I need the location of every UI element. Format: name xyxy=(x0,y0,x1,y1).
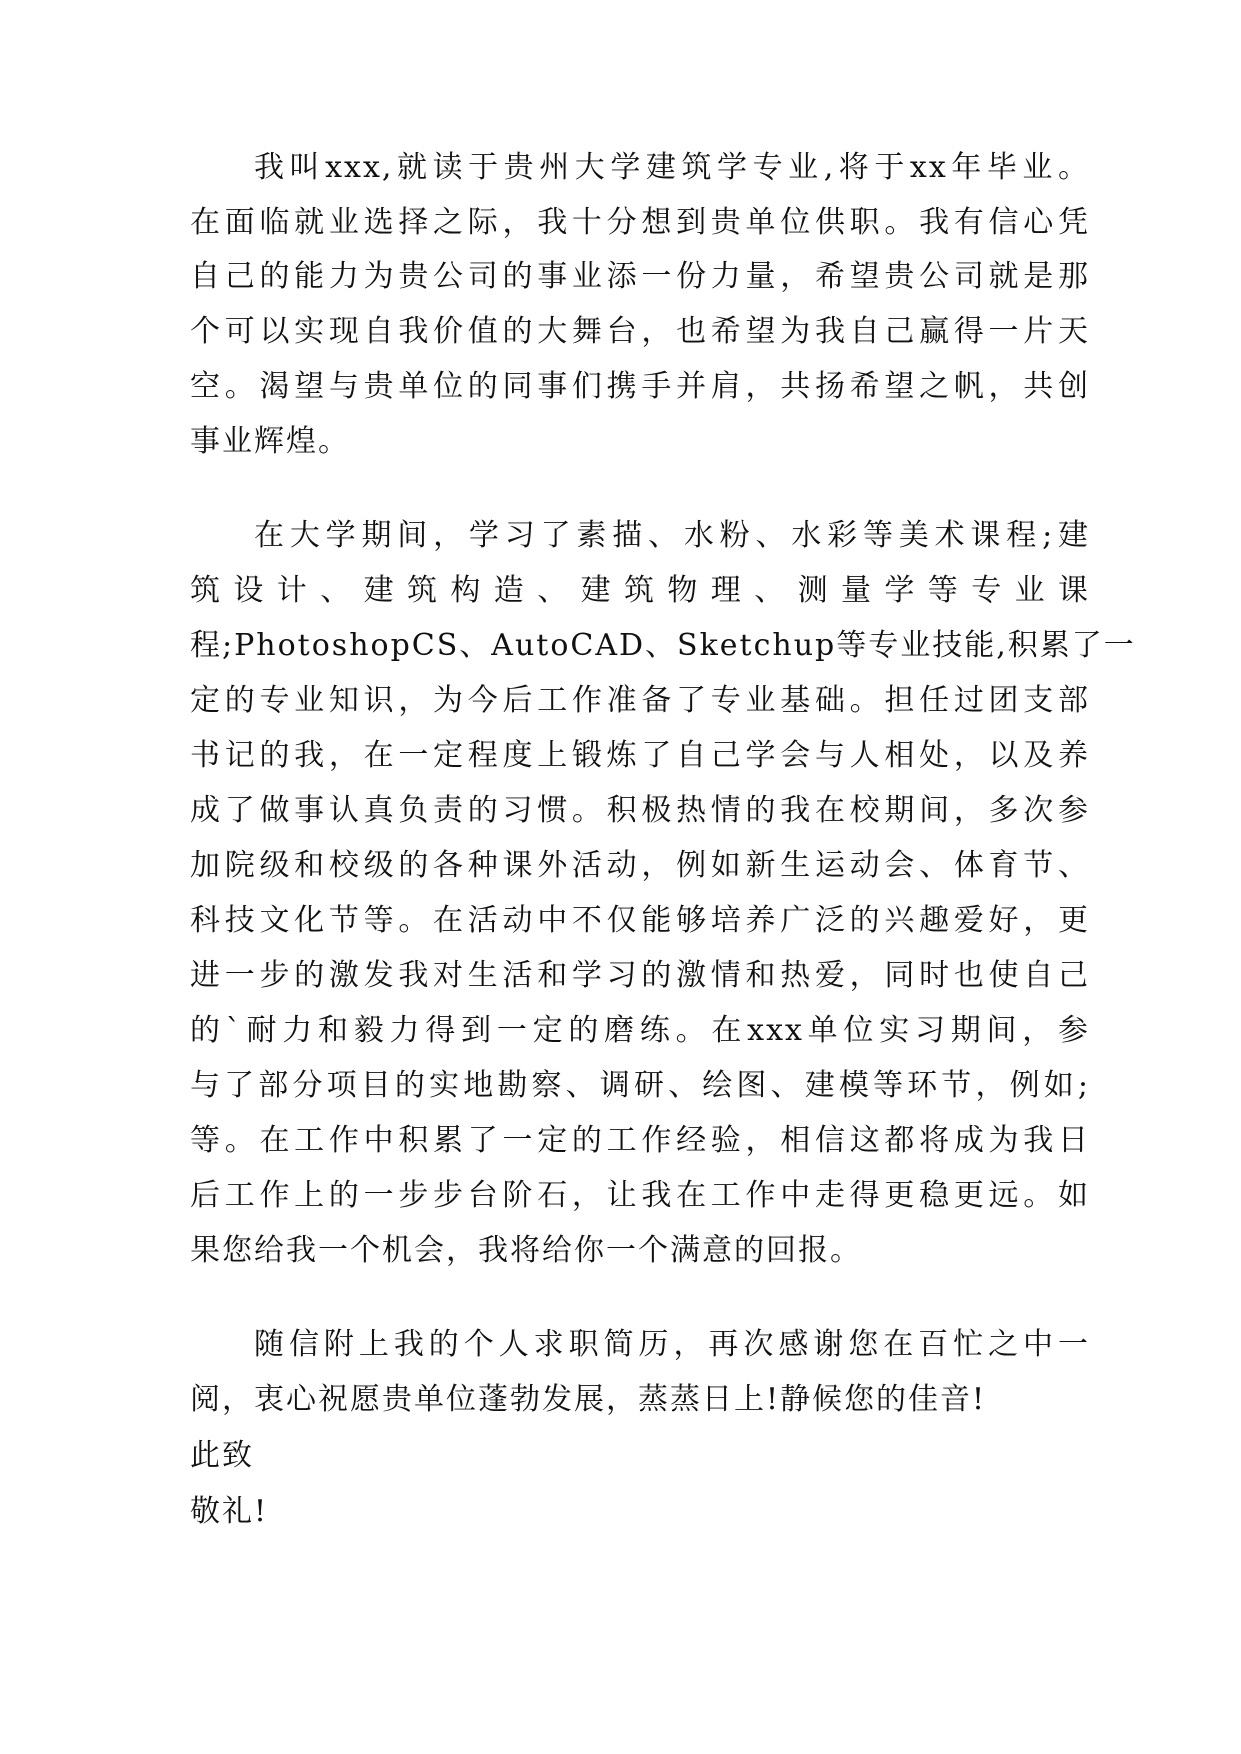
closing-line-1: 此致 xyxy=(190,1438,254,1473)
paragraph-2-line-11: 与了部分项目的实地勘察、调研、绘图、建模等环节，例如; xyxy=(190,1068,1090,1103)
paragraph-2-line-1: 在大学期间，学习了素描、水粉、水彩等美术课程;建 xyxy=(254,518,1090,553)
paragraph-1-line-4: 个可以实现自我价值的大舞台，也希望为我自己赢得一片天 xyxy=(190,314,1090,349)
paragraph-2-line-7: 加院级和校级的各种课外活动，例如新生运动会、体育节、 xyxy=(190,848,1090,883)
paragraph-2-line-4: 定的专业知识，为今后工作准备了专业基础。担任过团支部 xyxy=(190,683,1090,718)
paragraph-1-line-5: 空。渴望与贵单位的同事们携手并肩，共扬希望之帆，共创 xyxy=(190,369,1090,404)
paragraph-1-line-2: 在面临就业选择之际，我十分想到贵单位供职。我有信心凭 xyxy=(190,205,1090,240)
paragraph-2-line-5: 书记的我，在一定程度上锻炼了自己学会与人相处，以及养 xyxy=(190,738,1090,773)
paragraph-2-line-6: 成了做事认真负责的习惯。积极热情的我在校期间，多次参 xyxy=(190,793,1090,828)
paragraph-2-line-3: 程;PhotoshopCS、AutoCAD、Sketchup等专业技能,积累了一 xyxy=(190,628,1136,663)
paragraph-1-line-3: 自己的能力为贵公司的事业添一份力量，希望贵公司就是那 xyxy=(190,259,1090,294)
paragraph-2-line-13: 后工作上的一步步台阶石，让我在工作中走得更稳更远。如 xyxy=(190,1178,1090,1213)
paragraph-3-line-2: 阅，衷心祝愿贵单位蓬勃发展，蒸蒸日上!静候您的佳音! xyxy=(190,1382,987,1417)
paragraph-2-line-2: 筑设计、建筑构造、建筑物理、测量学等专业课 xyxy=(190,573,1090,608)
paragraph-2-line-10: 的`耐力和毅力得到一定的磨练。在xxx单位实习期间，参 xyxy=(190,1013,1090,1048)
paragraph-1-line-1: 我叫xxx,就读于贵州大学建筑学专业,将于xx年毕业。 xyxy=(254,150,1090,185)
paragraph-2-line-8: 科技文化节等。在活动中不仅能够培养广泛的兴趣爱好，更 xyxy=(190,903,1090,938)
closing-line-2: 敬礼! xyxy=(190,1494,269,1529)
paragraph-2-line-12: 等。在工作中积累了一定的工作经验，相信这都将成为我日 xyxy=(190,1123,1090,1158)
paragraph-2-line-9: 进一步的激发我对生活和学习的激情和热爱，同时也使自己 xyxy=(190,958,1090,993)
paragraph-3-line-1: 随信附上我的个人求职简历，再次感谢您在百忙之中一 xyxy=(254,1327,1090,1362)
paragraph-2-line-14: 果您给我一个机会，我将给你一个满意的回报。 xyxy=(190,1233,862,1268)
paragraph-1-line-6: 事业辉煌。 xyxy=(190,424,350,459)
